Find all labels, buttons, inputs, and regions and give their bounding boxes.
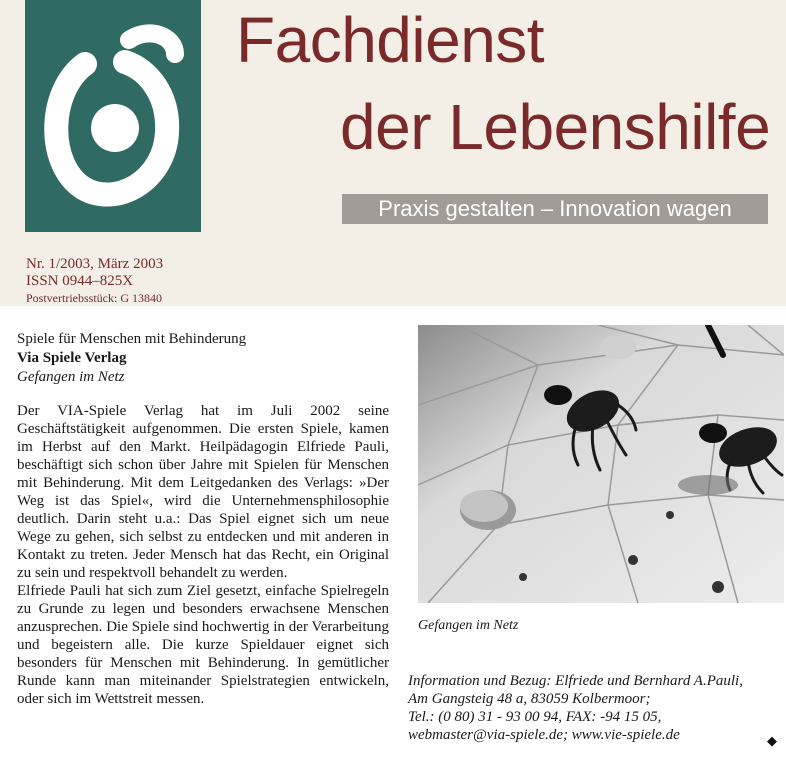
- article-kicker: Spiele für Menschen mit Behinderung: [17, 331, 247, 347]
- masthead: [0, 0, 786, 306]
- contact-info-line2: Am Gangsteig 48 a, 83059 Kolbermoor;: [408, 691, 651, 707]
- contact-info-line1: Information und Bezug: Elfriede und Bernhard A.Pauli,: [408, 673, 743, 689]
- article-body: [17, 402, 389, 708]
- contact-info-line4: webmaster@via-spiele.de; www.vie-spiele.de: [408, 727, 680, 743]
- game-photo: [418, 325, 784, 603]
- photo-caption: Gefangen im Netz: [418, 618, 519, 633]
- contact-info: [408, 672, 784, 744]
- article-paragraph-1: Der VIA-Spiele Verlag hat im Juli 2002 seine Geschäftstätigkeit aufgenommen. Die ersten Spiele, kamen im Herbst auf den Markt. Heilpädagogin Elfriede Pauli, beschäftigt sich schon über Jahre mit Spielen für Menschen mit Behinderung. Mit dem Leitgedanken des Verlags: »Der Weg ist das Spiel«, wird die Unternehmensphilosophie deutlich. Darin steht u.a.: Das Spiel eignet sich um neue Wege zu gehen, sich selbst zu entdecken und mit anderen in Kontakt zu treten. Jeder Mensch hat das Recht, ein Original zu sein und respektvoll behandelt zu werden.: [17, 403, 389, 581]
- tagline-bar: [342, 194, 768, 224]
- lebenshilfe-logo-icon: [25, 0, 201, 232]
- end-mark-icon: ◆: [767, 734, 777, 749]
- article-paragraph-2: Elfriede Pauli hat sich zum Ziel gesetzt, einfache Spielregeln zu Grunde zu legen und besonders erwachsene Menschen anzusprechen. Die Spiele sind hochwertig in der Verarbeitung und begeistern alle. Die kurze Spieldauer eignet sich besonders für Menschen mit Behinderung. In gemütlicher Runde kann man miteinander Spielstrategien entwickeln, oder sich im Wettstreit messen.: [17, 583, 389, 707]
- masthead-title-line1: Fachdienst: [236, 4, 545, 76]
- issue-number: Nr. 1/2003, März 2003: [26, 256, 164, 272]
- article-subtitle: Gefangen im Netz: [17, 369, 125, 385]
- masthead-title-line2: der Lebenshilfe: [340, 91, 771, 163]
- postvertrieb-number: Postvertriebsstück: G 13840: [26, 291, 162, 305]
- article-publisher: Via Spiele Verlag: [17, 350, 127, 366]
- lebenshilfe-logo: [25, 0, 201, 232]
- tagline: Praxis gestalten – Innovation wagen: [378, 196, 732, 221]
- game-board-image: [418, 325, 784, 603]
- issn: ISSN 0944–825X: [26, 273, 134, 289]
- contact-info-line3: Tel.: (0 80) 31 - 93 00 94, FAX: -94 15 05,: [408, 709, 662, 725]
